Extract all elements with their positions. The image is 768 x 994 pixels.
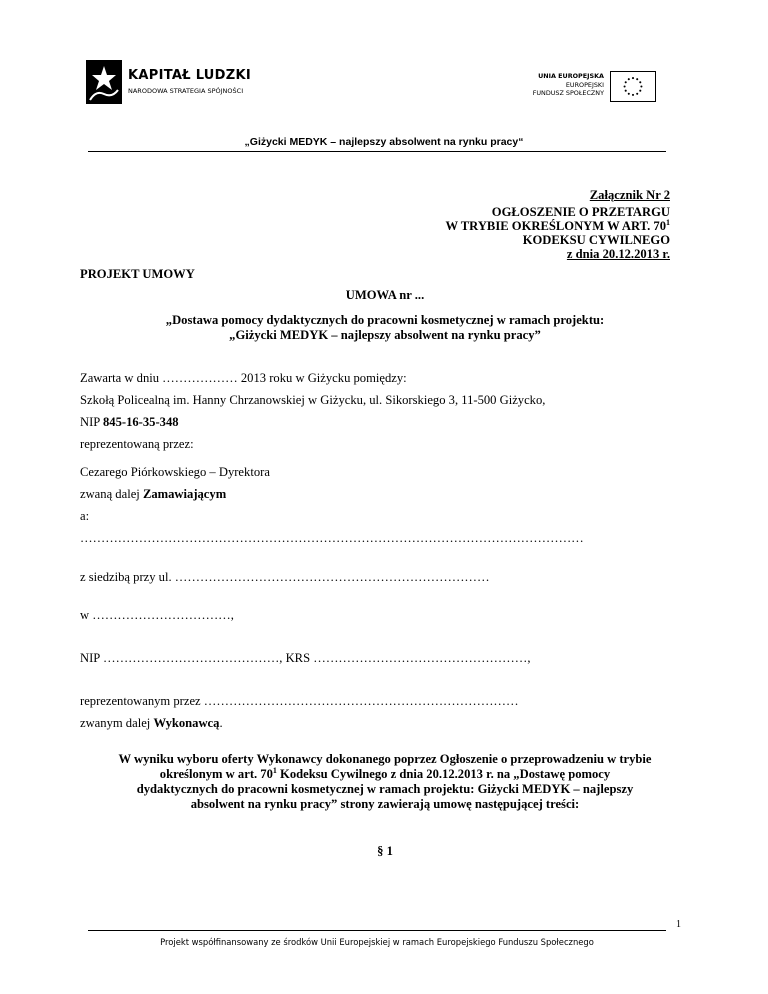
footer-divider <box>88 930 666 931</box>
contract-subject-line2: „Giżycki MEDYK – najlepszy absolwent na rynku pracy” <box>229 328 541 342</box>
selection-line3: dydaktycznych do pracowni kosmetycznej w ramach projektu: Giżycki MEDYK – najlepszy <box>136 782 634 796</box>
eu-flag-star <box>625 90 627 92</box>
header-divider <box>88 151 666 152</box>
contractor-party <box>80 716 223 731</box>
eu-line3: FUNDUSZ SPOŁECZNY <box>532 89 604 98</box>
eu-flag-star <box>640 85 642 87</box>
selection-line2 <box>72 767 698 782</box>
contractor-party-post: . <box>219 716 223 730</box>
selection-line2-sup: 1 <box>272 765 277 775</box>
school-address: Szkołą Policealną im. Hanny Chrzanowskiej w Giżycku, ul. Sikorskiego 3, 11-500 Giżycko, <box>80 393 546 407</box>
annex-line1: OGŁOSZENIE O PRZETARGU <box>491 205 670 219</box>
selection-line4: absolwent na rynku pracy” strony zawierają umowę następującej treści: <box>190 797 580 811</box>
annex-line2-sup: 1 <box>666 217 670 227</box>
selection-paragraph <box>72 752 698 812</box>
contract-subject <box>80 313 690 343</box>
eu-flag-icon <box>610 71 656 102</box>
eu-flag-star <box>625 81 627 83</box>
eu-flag-star <box>639 90 641 92</box>
director-name: Cezarego Piórkowskiego – Dyrektora <box>80 465 270 479</box>
represented-by-label: reprezentowaną przez: <box>80 437 194 451</box>
selection-line1: W wyniku wyboru oferty Wykonawcy dokonanego poprzez Ogłoszenie o przeprowadzeniu w trybie <box>118 752 652 766</box>
eu-flag-star <box>624 85 626 87</box>
contract-subject-line1: „Dostawa pomocy dydaktycznych do pracowni kosmetycznej w ramach projektu: <box>165 313 605 327</box>
eu-flag-star <box>628 78 630 80</box>
annex-label: Załącznik Nr 2 <box>589 188 670 202</box>
kapital-ludzki-star-icon <box>86 60 122 104</box>
ordering-party-pre: zwaną dalej <box>80 487 143 501</box>
nip-value: 845-16-35-348 <box>102 415 179 429</box>
concluded-date: Zawarta w dniu ……………… 2013 roku w Giżycku pomiędzy: <box>80 371 407 385</box>
kapital-ludzki-logo <box>86 60 256 110</box>
contractor-seat-blank: z siedzibą przy ul. ………………………………………………………………… <box>80 570 490 584</box>
kapital-ludzki-subtitle: NARODOWA STRATEGIA SPÓJNOŚCI <box>128 87 244 95</box>
annex-line2 <box>446 219 671 234</box>
project-header-title: „Giżycki MEDYK – najlepszy absolwent na rynku pracy“ <box>244 136 524 148</box>
project-label: PROJEKT UMOWY <box>80 267 195 281</box>
kapital-ludzki-title: KAPITAŁ LUDZKI <box>128 68 251 83</box>
and-label: a: <box>80 509 90 523</box>
contractor-party-pre: zwanym dalej <box>80 716 154 730</box>
eu-logo-text <box>533 72 604 98</box>
contractor-nip-krs-blank: NIP ……………………………………, KRS ……………………………………………, <box>80 651 531 665</box>
eu-flag-star <box>636 93 638 95</box>
eu-line1: UNIA EUROPEJSKA <box>538 72 604 80</box>
nip-label: NIP <box>80 415 103 429</box>
footer-cofinancing-text: Projekt współfinansowany ze środków Unii Europejskiej w ramach Europejskiego Funduszu Społecznego <box>160 937 594 947</box>
selection-line2-post: Kodeksu Cywilnego z dnia 20.12.2013 r. na „Dostawę pomocy <box>276 767 611 781</box>
contract-number: UMOWA nr ... <box>345 288 425 302</box>
annex-line3: KODEKSU CYWILNEGO <box>522 233 670 247</box>
eu-flag-star <box>639 81 641 83</box>
ordering-party <box>80 487 226 502</box>
selection-line2-pre: określonym w art. 70 <box>159 767 273 781</box>
eu-flag-star <box>632 77 634 79</box>
contractor-city-blank: w ……………………………, <box>80 608 234 622</box>
annex-line2-text: W TRYBIE OKREŚLONYM W ART. 70 <box>445 219 666 233</box>
eu-flag-star <box>636 78 638 80</box>
ordering-party-role: Zamawiającym <box>142 487 227 501</box>
page-number: 1 <box>676 919 681 930</box>
eu-flag-star <box>632 94 634 96</box>
contractor-party-role: Wykonawcą <box>153 716 220 730</box>
contractor-name-blank: ………………………………………………………………………………………………………… <box>80 531 584 545</box>
contractor-representative-blank: reprezentowanym przez ………………………………………………………………… <box>80 694 519 708</box>
section-1-mark: § 1 <box>377 844 393 858</box>
eu-logo <box>516 70 656 106</box>
school-nip <box>80 415 179 430</box>
annex-date: z dnia 20.12.2013 r. <box>566 247 670 261</box>
eu-line2: EUROPEJSKI <box>565 80 604 89</box>
eu-flag-star <box>628 93 630 95</box>
